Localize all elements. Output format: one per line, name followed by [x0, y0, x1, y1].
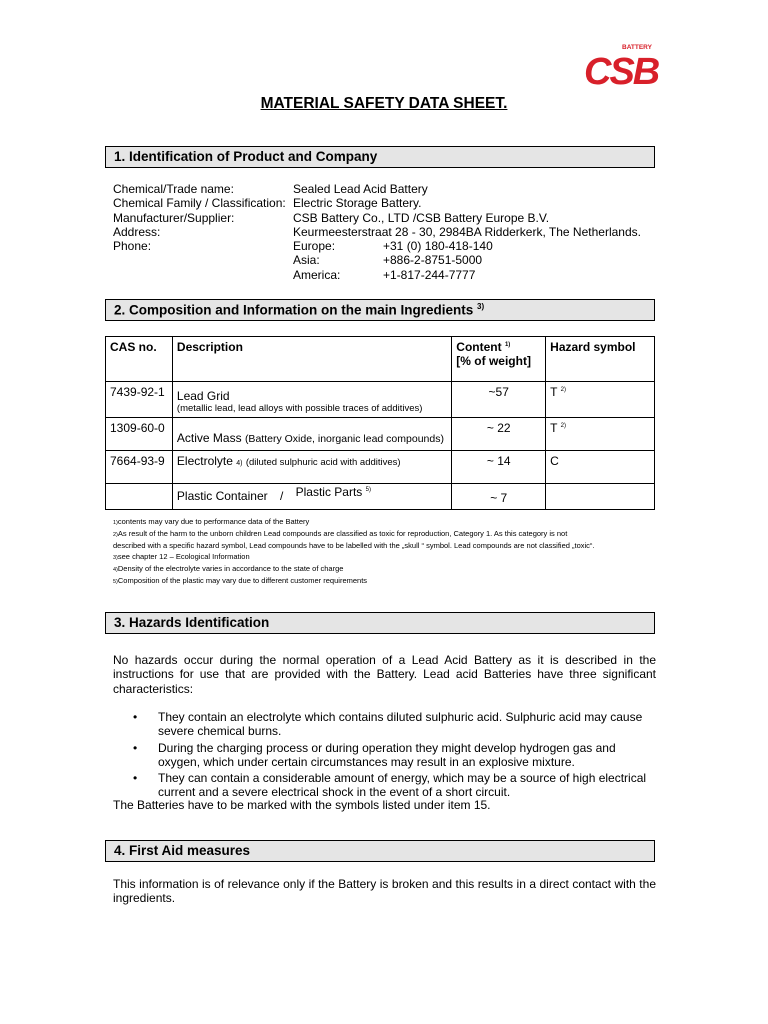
list-item: • They can contain a considerable amount of energy, which may be a source of high electrical current and a severe electrical shock in the event of a short circuit. — [133, 771, 647, 800]
label-chemical-family: Chemical Family / Classification: — [113, 196, 286, 211]
composition-table — [105, 336, 655, 510]
value-manufacturer: CSB Battery Co., LTD /CSB Battery Europe B.V. — [293, 210, 550, 225]
description-cell: Plastic Container / Plastic Parts $^{5)}$ — [172, 484, 451, 510]
footnote: 1)contents may vary due to performance data of the Battery — [113, 517, 310, 526]
identification-labels — [113, 182, 286, 253]
hazards-closing: The Batteries have to be marked with the symbols listed under item 15. — [113, 798, 491, 812]
phone-europe: Europe: +31 (0) 180-418-140 — [293, 239, 493, 254]
hazards-intro: No hazards occur during the normal operation of a Lead Acid Battery as it is described in the instructions for use that are provided with the Battery. Lead acid Batteries have three significant characteristics: — [113, 653, 656, 696]
section-2-title: 2. Composition and Information on the main Ingredients $^{3)}$ — [114, 302, 485, 318]
table-header-row — [106, 337, 655, 382]
header-cas: CAS no. — [106, 337, 173, 382]
cas-cell: 7439-92-1 — [106, 382, 173, 418]
content-cell: ~ 22 — [452, 418, 546, 451]
csb-battery-logo — [582, 42, 662, 88]
label-trade-name: Chemical/Trade name: — [113, 182, 234, 196]
table-row — [106, 484, 655, 510]
section-1-title: 1. Identification of Product and Company — [114, 149, 378, 164]
section-4-title: 4. First Aid measures — [114, 843, 251, 858]
bullet-icon: • — [133, 740, 138, 755]
first-aid-text: This information is of relevance only if the Battery is broken and this results in a direct contact with the ingredients. — [113, 877, 656, 906]
footnote: 4)Density of the electrolyte varies in accordance to the state of charge — [113, 564, 344, 574]
value-address: Keurmeesterstraat 28 - 30, 2984BA Ridderkerk, The Netherlands. — [293, 224, 641, 239]
cas-cell: 1309-60-0 — [106, 418, 173, 451]
header-description: Description — [172, 337, 451, 382]
label-manufacturer: Manufacturer/Supplier: — [113, 210, 235, 225]
content-cell: ~57 — [452, 382, 546, 418]
composition-footnotes — [113, 517, 595, 588]
document-title: MATERIAL SAFETY DATA SHEET. — [260, 95, 508, 112]
hazard-cell — [546, 484, 655, 510]
label-phone: Phone: — [113, 239, 152, 254]
identification-values — [293, 182, 641, 282]
description-cell: Electrolyte 4) (diluted sulphuric acid with additives) — [172, 451, 451, 484]
footnote: 3)see chapter 12 – Ecological Information — [113, 552, 250, 562]
csb-logo-graphic — [582, 42, 662, 88]
table-row — [106, 451, 655, 484]
hazard-cell: T $^{2)}$ — [546, 418, 655, 451]
hazards-list — [113, 710, 656, 802]
footnote: 5)Composition of the plastic may vary due to different customer requirements — [113, 575, 368, 585]
logo-tag: BATTERY — [622, 44, 652, 51]
bullet-icon: • — [133, 710, 138, 724]
section-4-header — [105, 840, 655, 862]
hazard-cell: T $^{2)}$ — [546, 382, 655, 418]
phone-america: America: +1-817-244-7777 — [293, 267, 476, 282]
cas-cell: 7664-93-9 — [106, 451, 173, 484]
table-row — [106, 418, 655, 451]
content-cell: ~ 14 — [452, 451, 546, 484]
header-hazard: Hazard symbol — [546, 337, 655, 382]
footnote: 2)As result of the harm to the unborn children Lead compounds are classified as toxic for reproduction, Category 1. As this category is not — [113, 528, 568, 538]
description-cell: Active Mass (Battery Oxide, inorganic lead compounds) — [172, 418, 451, 451]
content-cell: ~ 7 — [452, 484, 546, 510]
value-chemical-family: Electric Storage Battery. — [293, 196, 422, 211]
cas-cell — [106, 484, 173, 510]
section-1-header — [105, 146, 655, 168]
section-3-title: 3. Hazards Identification — [114, 615, 270, 630]
label-address: Address: — [113, 224, 161, 239]
table-row — [106, 382, 655, 418]
logo-text: CSB — [584, 51, 659, 88]
section-2-header — [105, 299, 655, 321]
footnote: described with a specific hazard symbol, Lead compounds have to be labelled with the „skull “ symbol. Lead compounds are not classified „toxic“. — [113, 540, 595, 550]
list-item: • They contain an electrolyte which contains diluted sulphuric acid. Sulphuric acid may cause severe chemical burns. — [133, 710, 643, 739]
description-cell: Lead Grid (metallic lead, lead alloys with possible traces of additives) — [172, 382, 451, 418]
section-3-header — [105, 612, 655, 634]
hazard-cell: C — [546, 451, 655, 484]
list-item: • During the charging process or during operation they might develop hydrogen gas and oxygen, which under certain circumstances may result in an explosive mixture. — [133, 740, 616, 769]
value-trade-name: Sealed Lead Acid Battery — [293, 182, 428, 196]
header-content: Content $^{1)}$ [% of weight] — [452, 337, 546, 382]
bullet-icon: • — [133, 771, 138, 786]
phone-asia: Asia: +886-2-8751-5000 — [293, 253, 483, 268]
